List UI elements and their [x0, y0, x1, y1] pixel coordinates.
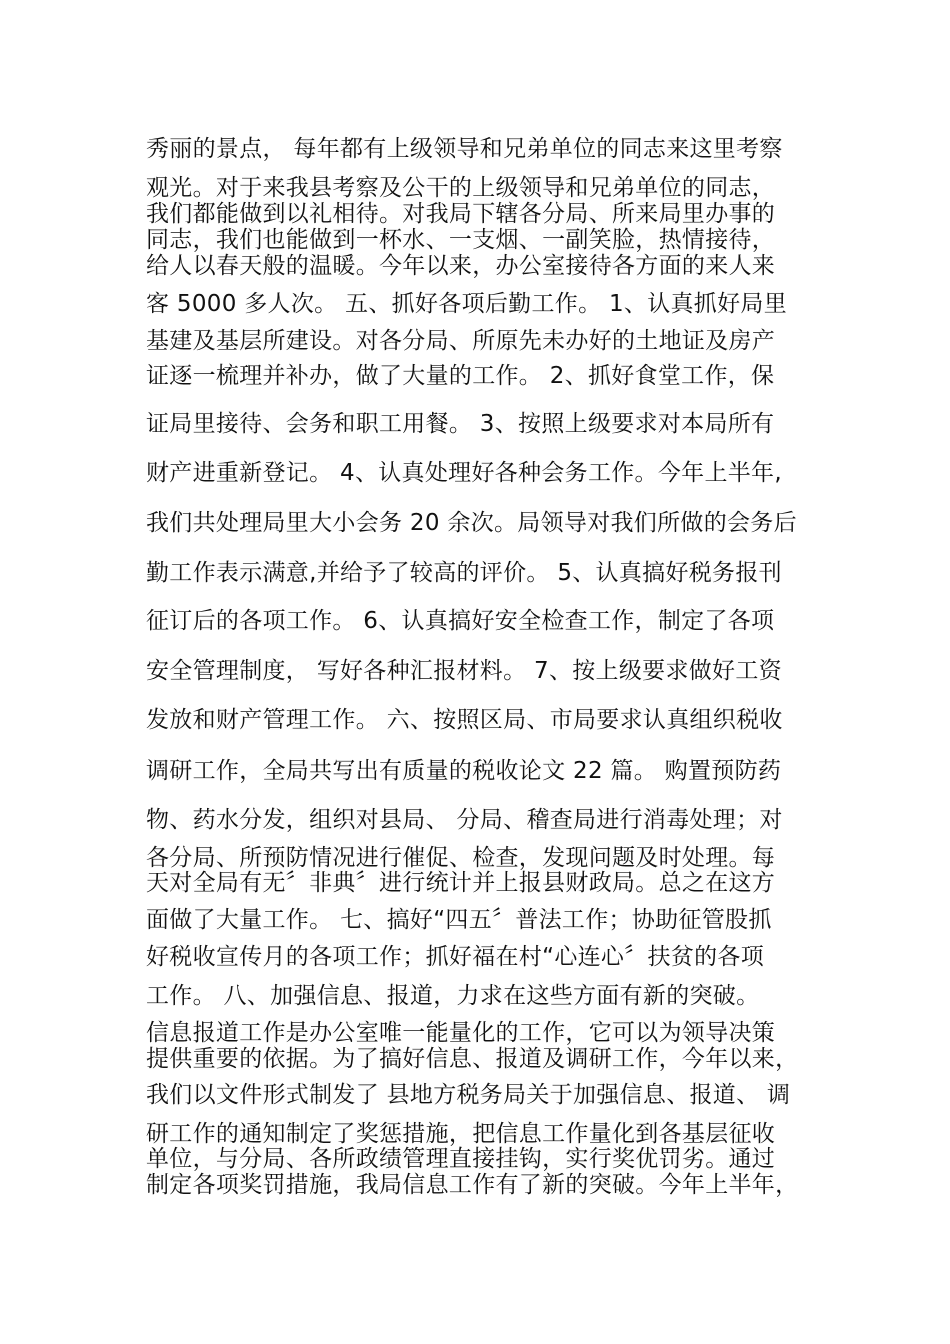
- text-line: 制定各项奖罚措施，我局信息工作有了新的突破。今年上半年，: [146, 1172, 799, 1198]
- text-line: 征订后的各项工作。 6、认真搞好安全检查工作，制定了各项: [146, 608, 775, 634]
- text-line: 发放和财产管理工作。 六、按照区局、市局要求认真组织税收: [146, 707, 783, 733]
- text-line: 秀丽的景点， 每年都有上级领导和兄弟单位的同志来这里考察: [146, 136, 783, 162]
- text-line: 证逐一梳理并补办，做了大量的工作。 2、抓好食堂工作，保: [146, 363, 775, 389]
- text-line: 客 5000 多人次。 五、抓好各项后勤工作。 1、认真抓好局里: [146, 291, 788, 317]
- text-line: 勤工作表示满意,并给予了较高的评价。 5、认真搞好税务报刊: [146, 560, 782, 586]
- text-line: 信息报道工作是办公室唯一能量化的工作，它可以为领导决策: [146, 1020, 776, 1046]
- text-line: 研工作的通知制定了奖惩措施，把信息工作量化到各基层征收: [146, 1121, 776, 1147]
- text-line: 天对全局有无〞非典〞进行统计并上报县财政局。总之在这方: [146, 870, 776, 896]
- text-line: 观光。对于来我县考察及公干的上级领导和兄弟单位的同志，: [146, 175, 776, 201]
- text-line: 工作。 八、加强信息、报道，力求在这些方面有新的突破。: [146, 983, 760, 1009]
- text-line: 单位，与分局、各所政绩管理直接挂钩，实行奖优罚劣。通过: [146, 1146, 776, 1172]
- text-line: 我们共处理局里大小会务 20 余次。局领导对我们所做的会务后: [146, 510, 797, 536]
- text-line: 安全管理制度， 写好各种汇报材料。 7、按上级要求做好工资: [146, 658, 782, 684]
- text-line: 给人以春天般的温暖。今年以来，办公室接待各方面的来人来: [146, 253, 776, 279]
- text-line: 证局里接待、会务和职工用餐。 3、按照上级要求对本局所有: [146, 411, 775, 437]
- text-line: 物、药水分发，组织对县局、 分局、稽查局进行消毒处理；对: [146, 807, 783, 833]
- text-line: 提供重要的依据。为了搞好信息、报道及调研工作，今年以来，: [146, 1046, 799, 1072]
- text-line: 我们以文件形式制发了 县地方税务局关于加强信息、报道、 调: [146, 1082, 791, 1108]
- text-line: 基建及基层所建设。对各分局、所原先未办好的土地证及房产: [146, 328, 776, 354]
- text-line: 我们都能做到以礼相待。对我局下辖各分局、所来局里办事的: [146, 201, 776, 227]
- text-line: 各分局、所预防情况进行催促、检查，发现问题及时处理。每: [146, 845, 776, 871]
- text-line: 好税收宣传月的各项工作；抓好福在村“心连心〞扶贫的各项: [146, 944, 765, 970]
- text-line: 面做了大量工作。 七、搞好“四五〞普法工作；协助征管股抓: [146, 907, 772, 933]
- text-line: 财产进重新登记。 4、认真处理好各种会务工作。今年上半年,: [146, 460, 782, 486]
- text-line: 同志，我们也能做到一杯水、一支烟、一副笑脸，热情接待，: [146, 227, 776, 253]
- text-line: 调研工作，全局共写出有质量的税收论文 22 篇。 购置预防药: [146, 758, 782, 784]
